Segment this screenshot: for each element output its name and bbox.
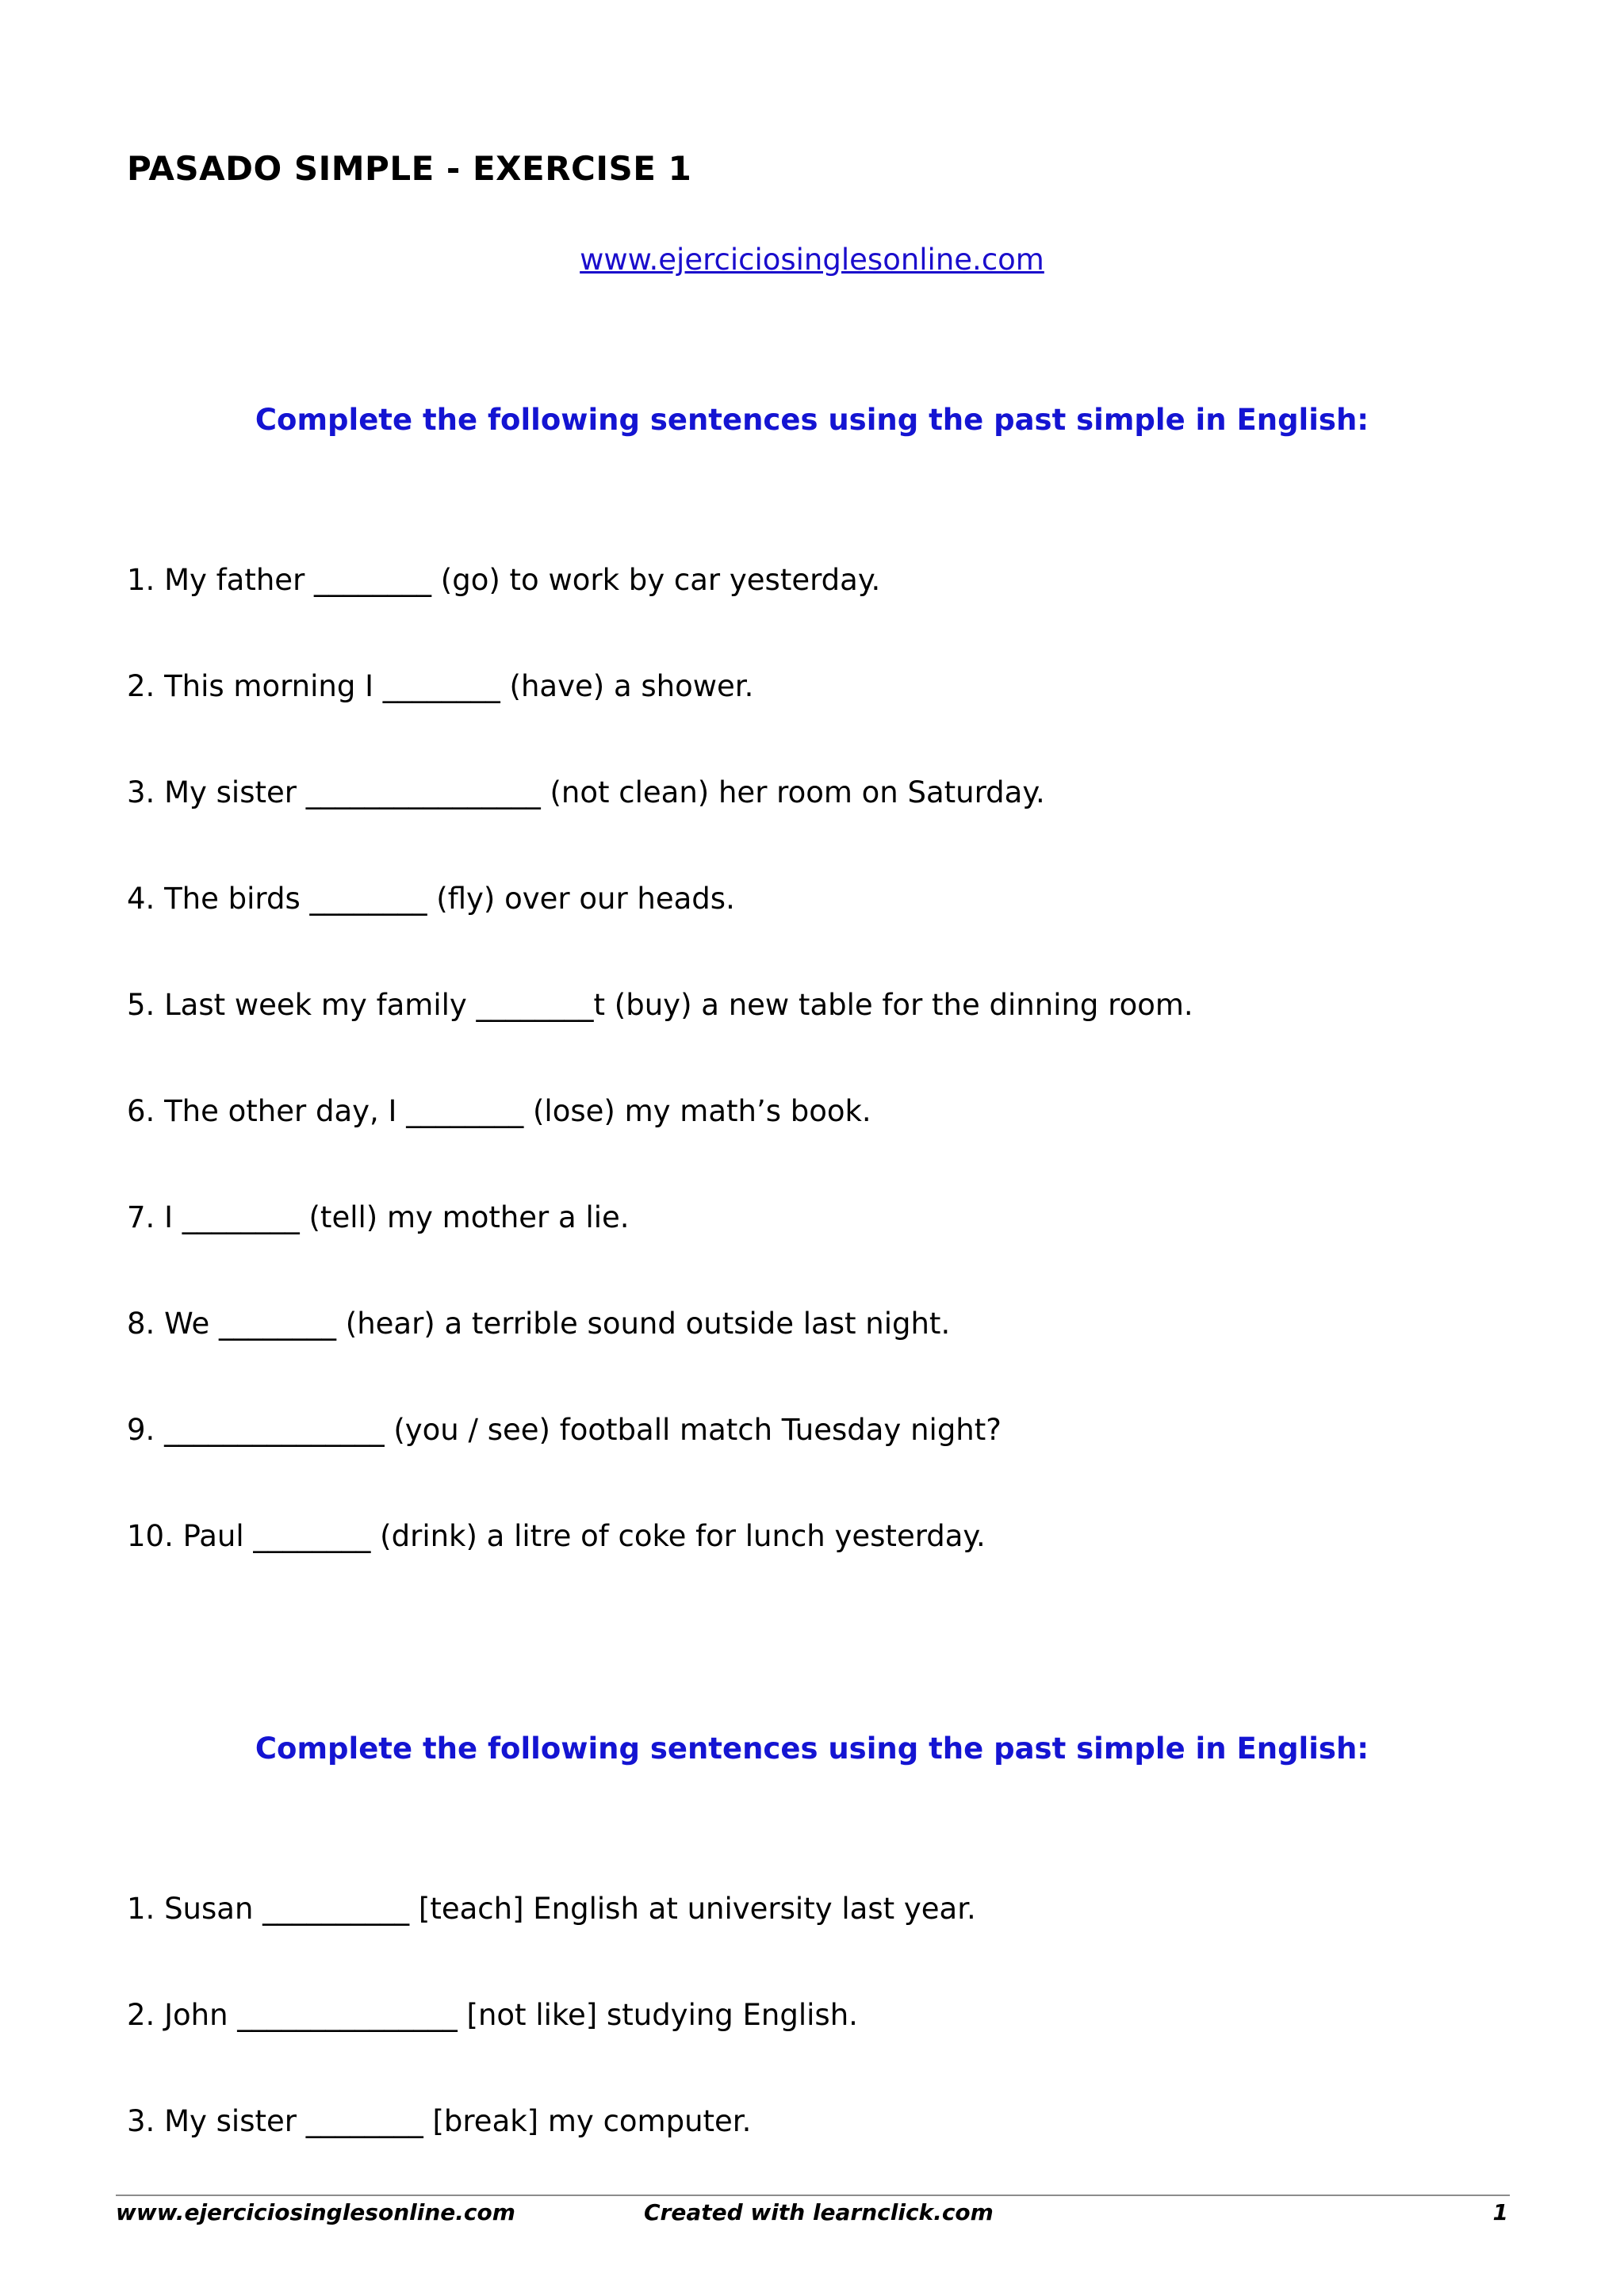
footer-credit: Created with learnclick.com <box>644 2199 994 2225</box>
exercise-item: 1. My father ________ (go) to work by car yesterday. <box>127 563 881 597</box>
exercise-item: 7. I ________ (tell) my mother a lie. <box>127 1200 630 1234</box>
website-link[interactable]: www.ejerciciosinglesonline.com <box>580 243 1044 277</box>
section-1-instruction: Complete the following sentences using the past simple in English: <box>255 403 1369 437</box>
exercise-item: 2. John _______________ [not like] studying English. <box>127 1998 858 2032</box>
exercise-item: 9. _______________ (you / see) football match Tuesday night? <box>127 1413 1002 1447</box>
exercise-item: 1. Susan __________ [teach] English at university last year. <box>127 1892 976 1926</box>
exercise-item: 4. The birds ________ (fly) over our heads. <box>127 882 735 916</box>
page-number: 1 <box>1492 2199 1508 2225</box>
exercise-item: 10. Paul ________ (drink) a litre of coke for lunch yesterday. <box>127 1519 986 1553</box>
exercise-item: 3. My sister ________________ (not clean) her room on Saturday. <box>127 775 1045 809</box>
page-title: PASADO SIMPLE - EXERCISE 1 <box>127 149 692 188</box>
exercise-item: 6. The other day, I ________ (lose) my math’s book. <box>127 1094 871 1128</box>
exercise-item: 2. This morning I ________ (have) a shower. <box>127 669 754 703</box>
section-2-exercise-list <box>127 1892 976 2210</box>
exercise-item: 8. We ________ (hear) a terrible sound outside last night. <box>127 1307 951 1341</box>
footer-divider <box>116 2195 1510 2196</box>
section-1-exercise-list <box>127 563 1193 1625</box>
exercise-item: 3. My sister ________ [break] my computer. <box>127 2104 752 2138</box>
footer-site: www.ejerciciosinglesonline.com <box>116 2199 515 2225</box>
section-2-instruction: Complete the following sentences using the past simple in English: <box>255 1732 1369 1766</box>
exercise-item: 5. Last week my family ________t (buy) a new table for the dinning room. <box>127 988 1193 1022</box>
